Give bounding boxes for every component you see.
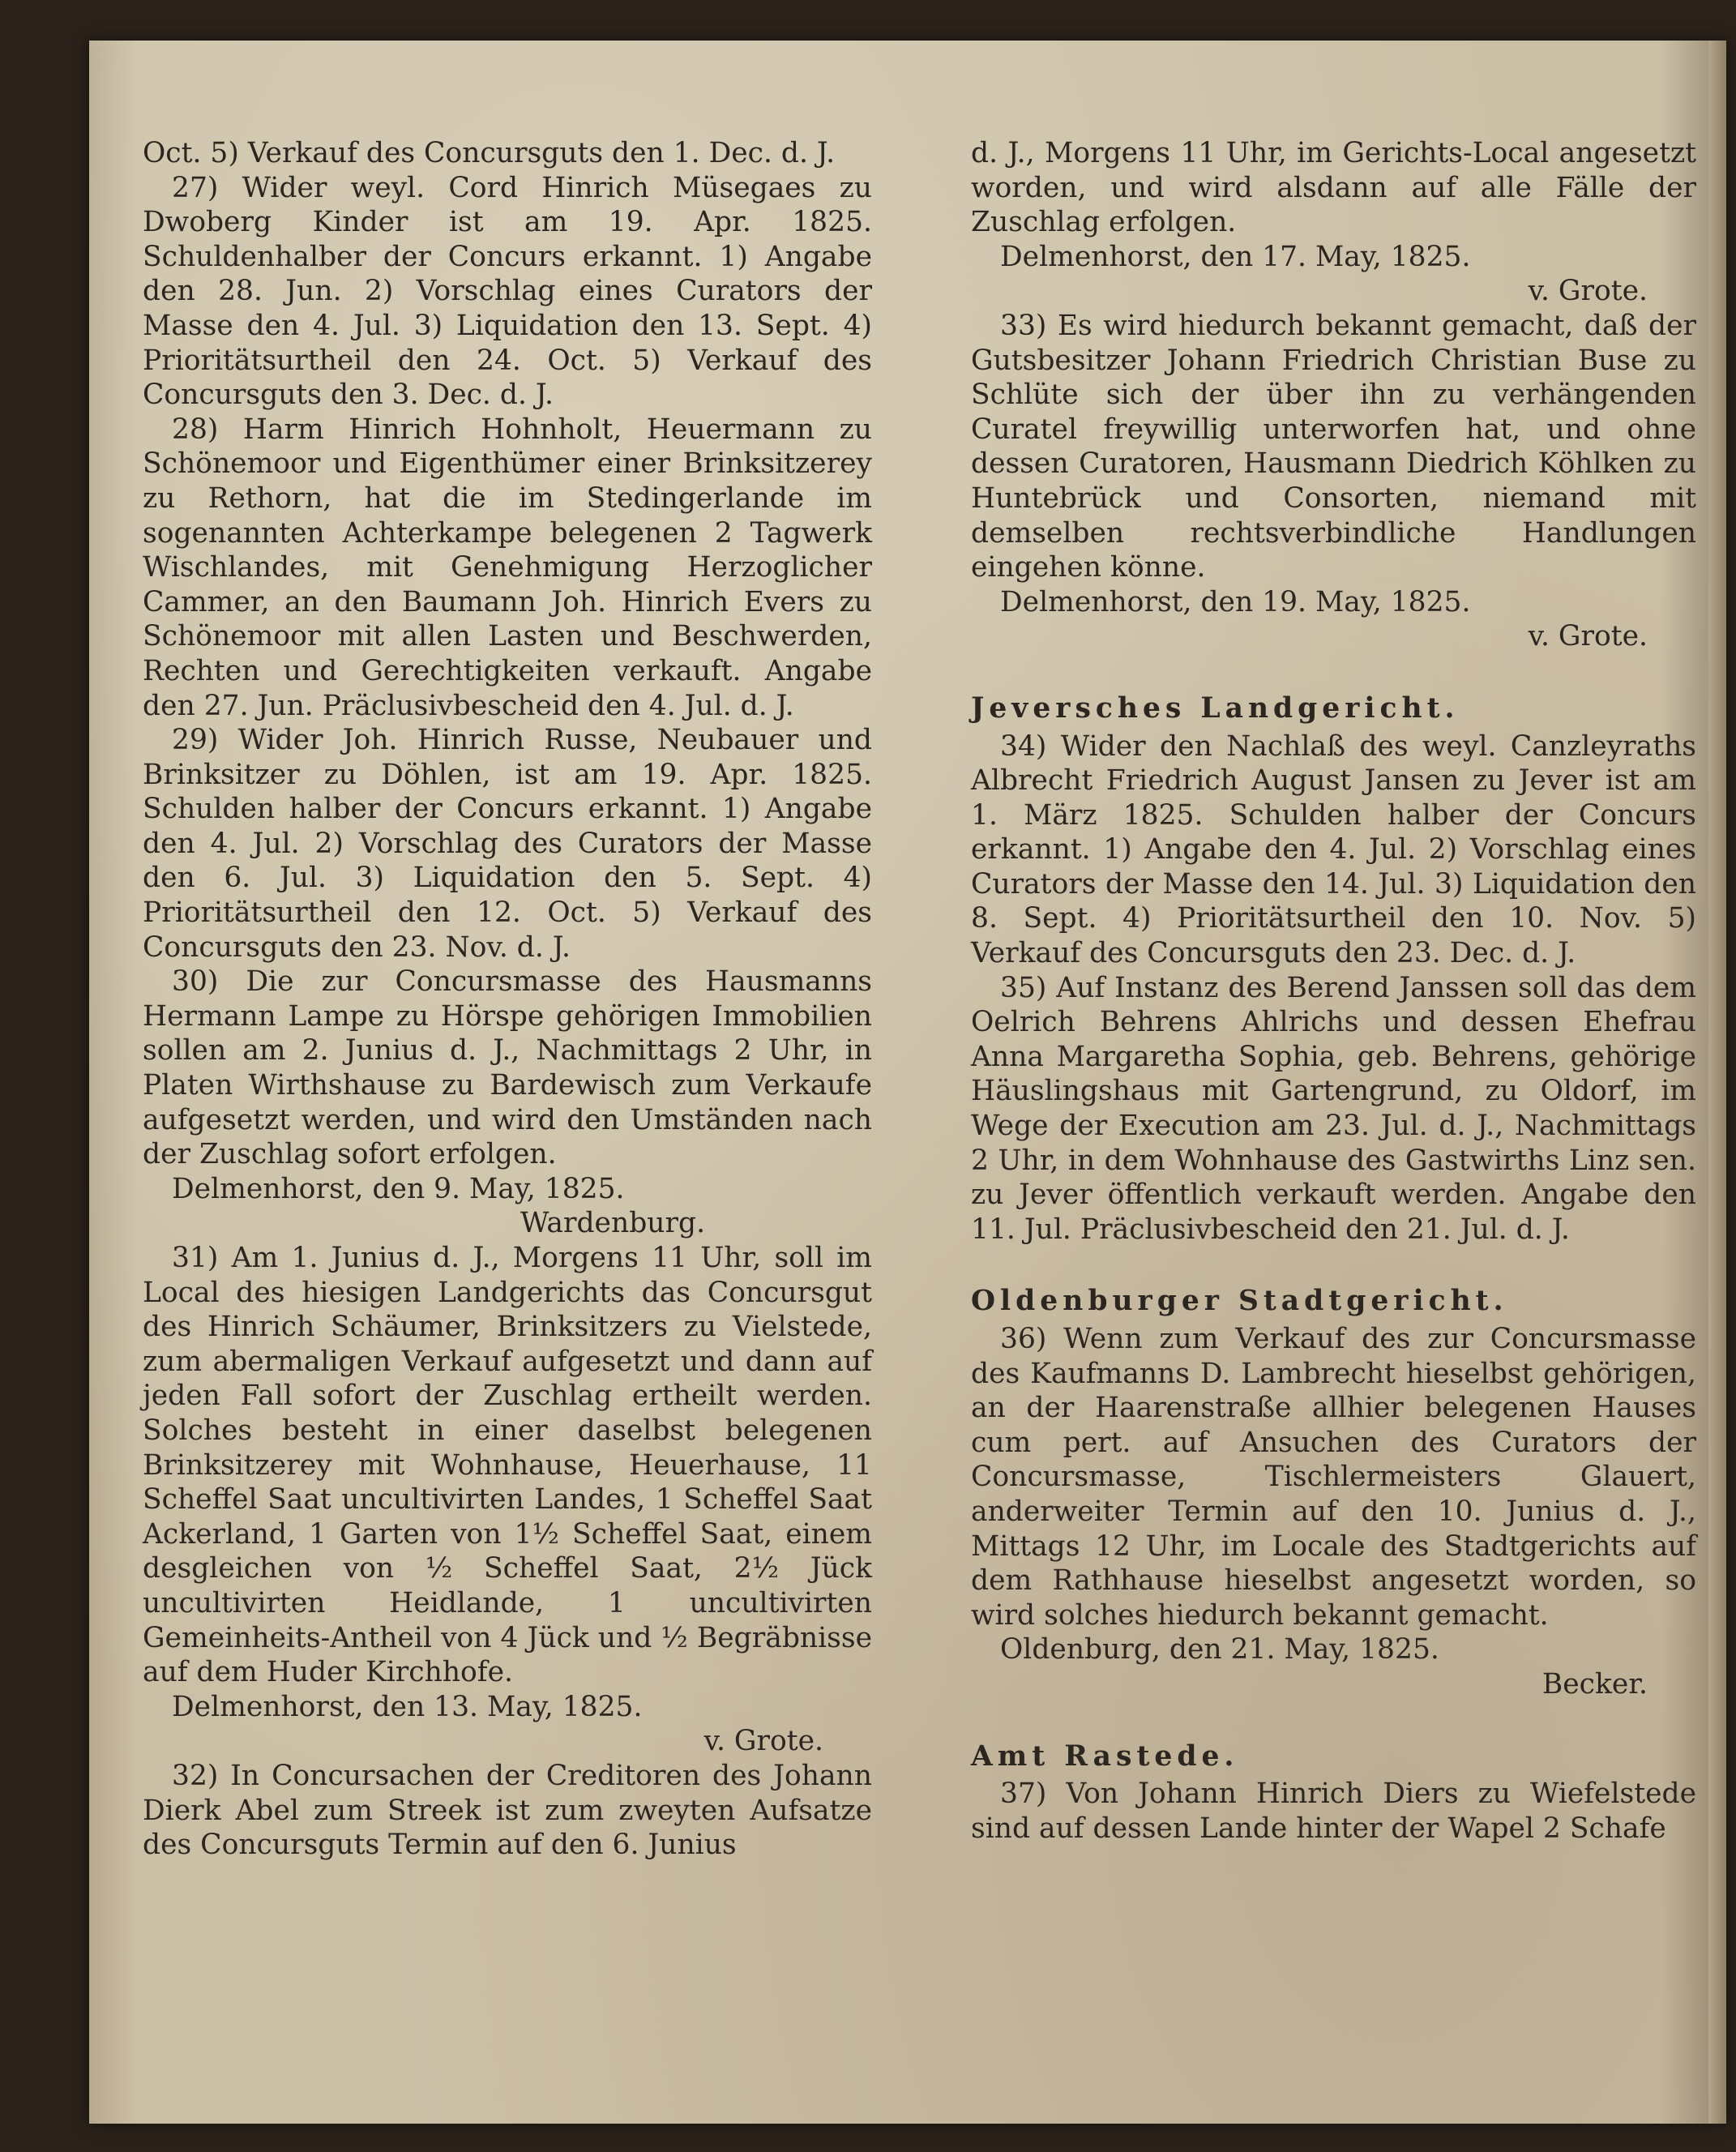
notice-35: 35) Auf Instanz des Berend Janssen soll das dem Oelrich Behrens Ahlrichs und dessen Ehefrau Anna Margaretha Sophia, geb. Behrens, gehörige Häuslingshaus mit Gartengrund, zu Oldorf, im Wege der Execution am 23. Jul. d. J., Nachmittags 2 Uhr, in dem Wohnhause des Gastwirths Linz sen. zu Jever öffentlich verkauft werden. Angabe den 11. Jul. Präclusivbescheid den 21. Jul. d. J.	[971, 971, 1696, 1246]
left-column	[143, 136, 872, 1863]
section-heading-oldenburg: Oldenburger Stadtgericht.	[971, 1285, 1508, 1318]
right-column	[971, 136, 1696, 1846]
notice-29: 29) Wider Joh. Hinrich Russe, Neubauer und Brinksitzer zu Döhlen, ist am 19. Apr. 1825. Schulden halber der Concurs erkannt. 1) Angabe den 4. Jul. 2) Vorschlag des Curators der Masse den 6. Jul. 3) Liquidation den 5. Sept. 4) Prioritätsurtheil den 12. Oct. 5) Verkauf des Concursguts den 23. Nov. d. J.	[143, 724, 872, 964]
notice-28: 28) Harm Hinrich Hohnholt, Heuermann zu Schönemoor und Eigenthümer einer Brinksitzerey zu Rethorn, hat die im Stedingerlande im sogenannten Achterkampe belegenen 2 Tagwerk Wischlandes, mit Genehmigung Herzoglicher Cammer, an den Baumann Joh. Hinrich Evers zu Schönemoor mit allen Lasten und Beschwerden, Rechten und Gerechtigkeiten verkauft. Angabe den 27. Jun. Präclusivbescheid den 4. Jul. d. J.	[143, 413, 872, 722]
notice-33: 33) Es wird hiedurch bekannt gemacht, daß der Gutsbesitzer Johann Friedrich Christian Buse zu Schlüte sich der über ihn zu verhängenden Curatel freywillig unterworfen hat, und ohne dessen Curatoren, Hausmann Diedrich Köhlken zu Huntebrück und Consorten, niemand mit demselben rechtsverbindliche Handlungen eingehen könne.	[971, 309, 1696, 584]
notice-31: 31) Am 1. Junius d. J., Morgens 11 Uhr, soll im Local des hiesigen Landgerichts das Concursgut des Hinrich Schäumer, Brinksitzers zu Vielstede, zum abermaligen Verkauf aufgesetzt und dann auf jeden Fall sofort der Zuschlag ertheilt werden. Solches besteht in einer daselbst belegenen Brinksitzerey mit Wohnhause, Heuerhause, 11 Scheffel Saat uncultivirten Landes, 1 Scheffel Saat Ackerland, 1 Garten von 1½ Scheffel Saat, einem desgleichen von ½ Scheffel Saat, 2½ Jück uncultivirten Heidlande, 1 uncultivirten Gemeinheits-Antheil von 4 Jück und ½ Begräbnisse auf dem Huder Kirchhofe.	[143, 1242, 872, 1689]
section-heading-rastede: Amt Rastede.	[971, 1739, 1239, 1773]
notice-36: 36) Wenn zum Verkauf des zur Concursmasse des Kaufmanns D. Lambrecht hieselbst gehörigen, an der Haarenstraße allhier belegenen Hauses cum pert. auf Ansuchen des Curators der Concursmasse, Tischlermeisters Glauert, anderweiter Termin auf den 10. Junius d. J., Mittags 12 Uhr, im Locale des Stadtgerichts auf dem Rathhause hieselbst angesetzt worden, so wird solches hiedurch bekannt gemacht.	[971, 1323, 1696, 1632]
notice-32: 32) In Concursachen der Creditoren des Johann Dierk Abel zum Streek ist zum zweyten Aufsatze des Concursguts Termin auf den 6. Junius	[143, 1759, 872, 1862]
notice-27: 27) Wider weyl. Cord Hinrich Müsegaes zu Dwoberg Kinder ist am 19. Apr. 1825. Schuldenhalber der Concurs erkannt. 1) Angabe den 28. Jun. 2) Vorschlag eines Curators der Masse den 4. Jul. 3) Liquidation den 13. Sept. 4) Prioritätsurtheil den 24. Oct. 5) Verkauf des Concursguts den 3. Dec. d. J.	[143, 171, 872, 412]
signature-wardenburg: Wardenburg.	[520, 1207, 706, 1240]
place-date-4: Delmenhorst, den 19. May, 1825.	[1000, 585, 1471, 618]
page-edge	[1708, 41, 1726, 2124]
left-para-0: Oct. 5) Verkauf des Concursguts den 1. Dec. d. J.	[143, 137, 836, 169]
section-heading-jever: Jeversches Landgericht.	[971, 691, 1460, 725]
notice-30: 30) Die zur Concursmasse des Hausmanns Hermann Lampe zu Hörspe gehörigen Immobilien sollen am 2. Junius d. J., Nachmittags 2 Uhr, in Platen Wirthshause zu Bardewisch zum Verkaufe aufgesetzt werden, und wird den Umständen nach der Zuschlag sofort erfolgen.	[143, 965, 872, 1171]
notice-37: 37) Von Johann Hinrich Diers zu Wiefelstede sind auf dessen Lande hinter der Wapel 2 Schafe	[971, 1778, 1696, 1845]
place-date-5: Oldenburg, den 21. May, 1825.	[1000, 1633, 1439, 1666]
right-para-0: d. J., Morgens 11 Uhr, im Gerichts-Local angesetzt worden, und wird alsdann auf alle Fälle der Zuschlag erfolgen.	[971, 137, 1696, 239]
place-date-3: Delmenhorst, den 17. May, 1825.	[1000, 240, 1471, 273]
signature-becker: Becker.	[1541, 1667, 1648, 1701]
signature-grote-2: v. Grote.	[1528, 275, 1648, 308]
signature-grote-3: v. Grote.	[1528, 620, 1648, 653]
signature-grote-1: v. Grote.	[703, 1725, 823, 1758]
notice-34: 34) Wider den Nachlaß des weyl. Canzleyraths Albrecht Friedrich August Jansen zu Jever ist am 1. März 1825. Schulden halber der Concurs erkannt. 1) Angabe den 4. Jul. 2) Vorschlag eines Curators der Masse den 14. Jul. 3) Liquidation den 8. Sept. 4) Prioritätsurtheil den 10. Nov. 5) Verkauf des Concursguts den 23. Dec. d. J.	[971, 729, 1696, 970]
place-date-1: Delmenhorst, den 9. May, 1825.	[172, 1172, 625, 1205]
place-date-2: Delmenhorst, den 13. May, 1825.	[172, 1690, 643, 1723]
newspaper-page	[89, 41, 1726, 2124]
